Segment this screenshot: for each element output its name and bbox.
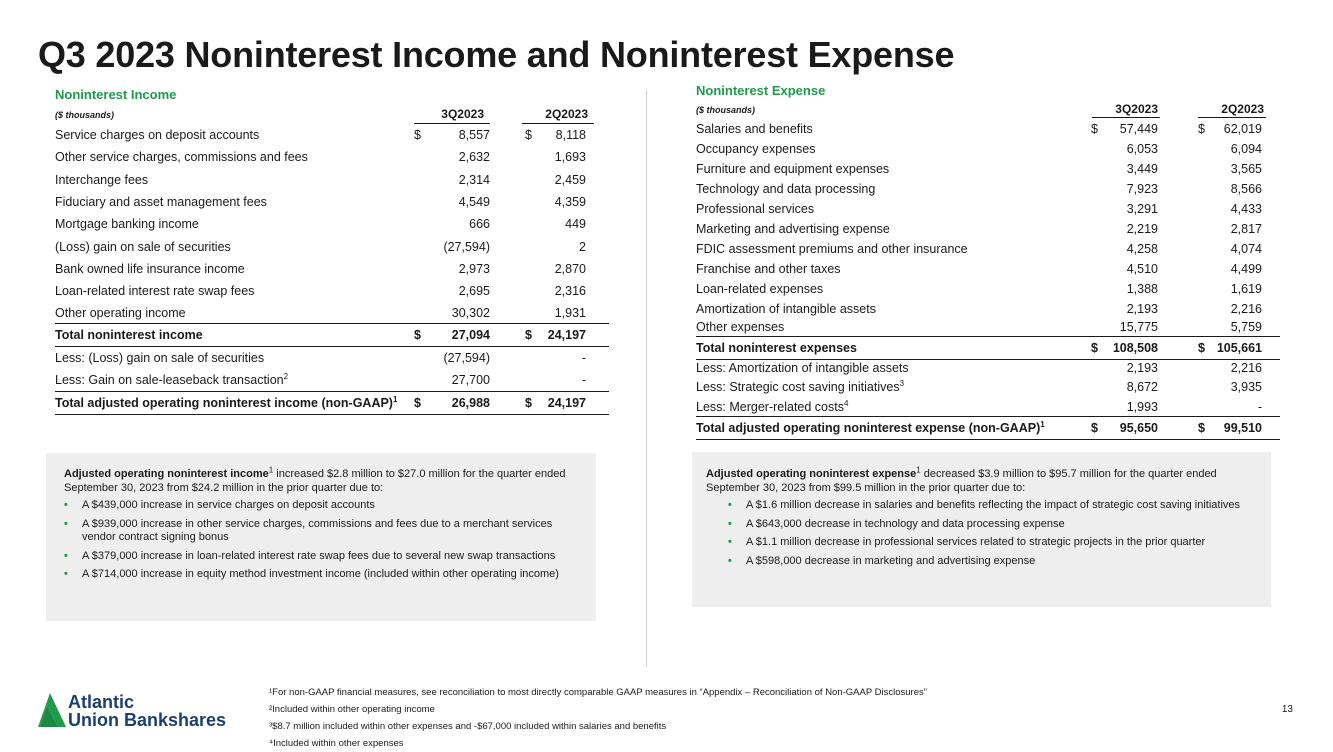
row-label: Other service charges, commissions and fees [55,150,308,164]
table-row [696,202,1264,217]
dollar-sign: $ [1198,122,1205,136]
value-2q2023: 2,216 [1230,302,1262,316]
bullet-icon: • [64,549,68,562]
value-3q2023: 4,549 [458,195,490,209]
expense-heading: Noninterest Expense [696,83,826,98]
value-2q2023: 1,619 [1230,282,1262,296]
bullet-item: • A $1.1 million decrease in professional services related to strategic projects in the prior quarter [728,536,1206,548]
value-2q2023: 4,433 [1230,202,1262,216]
income-col-3q2023: 3Q2023 [441,107,484,121]
footnote: ⁴Included within other expenses [269,738,404,749]
table-row [55,351,589,366]
bullet-item: • A $379,000 increase in loan-related interest rate swap fees due to several new swap transactions [64,549,556,562]
row-label: Total noninterest income [55,328,203,342]
company-logo [38,691,263,735]
bullet-icon: • [728,554,732,567]
table-row [696,282,1264,297]
dollar-sign: $ [1198,341,1205,355]
value-2q2023: 8,566 [1230,182,1262,196]
value-2q2023: 1,693 [554,150,586,164]
value-2q2023: - [581,373,586,387]
row-label: Salaries and benefits [696,122,813,136]
row-label: Loan-related interest rate swap fees [55,284,255,298]
table-row [696,380,1264,395]
table-row [696,222,1264,237]
row-label: Service charges on deposit accounts [55,128,260,142]
value-2q2023: 5,759 [1230,320,1262,334]
logo-line-2: Union Bankshares [68,710,227,730]
income-note-bold: Adjusted operating noninterest income [64,468,269,480]
bullet-item: • A $439,000 increase in service charges on deposit accounts [64,499,375,511]
value-3q2023: 8,557 [458,128,490,142]
row-label: Less: Strategic cost saving initiatives$^3$ [696,378,905,394]
value-3q2023: 2,973 [458,262,490,276]
column-divider [646,90,647,666]
table-row [696,182,1264,197]
row-label: Franchise and other taxes [696,262,841,276]
value-3q2023: 6,053 [1126,142,1158,156]
value-3q2023: 666 [469,217,490,231]
dollar-sign: $ [414,328,421,342]
value-3q2023: 2,695 [458,284,490,298]
value-3q2023: 27,700 [451,373,490,387]
value-2q2023: 105,661 [1216,341,1262,355]
income-units: ($ thousands) [55,110,115,120]
income-note-text: increased $2.8 million to $27.0 million for the quarter ended September 30, 2023 from $24.2 million in the prior quarter due to: [64,468,566,494]
row-label: Furniture and equipment expenses [696,162,890,176]
value-3q2023: 4,258 [1126,242,1158,256]
value-3q2023: 2,314 [458,173,490,187]
table-row [696,302,1264,317]
bullet-item: • A $714,000 increase in equity method investment income (included within other operating income) [64,568,559,580]
expense-units: ($ thousands) [696,105,756,115]
row-label: Occupancy expenses [696,142,816,156]
value-3q2023: 95,650 [1119,421,1158,435]
bullet-icon: • [64,517,68,530]
bullet-icon: • [64,499,68,511]
value-3q2023: 27,094 [451,328,490,342]
value-2q2023: 4,359 [554,195,586,209]
row-label: Professional services [696,202,815,216]
expense-col-2q2023: 2Q2023 [1221,102,1264,116]
footnote: ³$8.7 million included within other expenses and -$67,000 included within salaries and benefits [269,721,667,732]
value-2q2023: 3,565 [1230,162,1262,176]
expense-commentary-box [692,452,1271,607]
value-2q2023: 2,216 [1230,361,1262,375]
value-3q2023: (27,594) [443,351,490,365]
row-label: Technology and data processing [696,182,876,196]
table-row [55,150,589,165]
value-3q2023: 2,193 [1126,302,1158,316]
value-2q2023: 6,094 [1230,142,1262,156]
value-2q2023: 99,510 [1223,421,1262,435]
row-label: Total adjusted operating noninterest income (non-GAAP)$^1$ [55,394,398,410]
triangle-logo-icon [38,693,66,729]
bullet-item: • A $598,000 decrease in marketing and advertising expense [728,554,1036,567]
table-row [55,284,589,299]
income-col1-underline [414,123,490,124]
table-row [696,400,1264,415]
value-2q2023: 2,817 [1230,222,1262,236]
logo-line-1: Atlantic [68,692,135,712]
value-2q2023: 2,870 [554,262,586,276]
value-3q2023: 7,923 [1126,182,1158,196]
table-row [696,361,1264,376]
value-3q2023: 4,510 [1126,262,1158,276]
bullet-item: • A $939,000 increase in other service charges, commissions and fees due to a merchant services vendor contract signing bonus [64,517,553,543]
row-label: Less: Merger-related costs$^4$ [696,398,849,414]
value-3q2023: (27,594) [443,240,490,254]
income-bullet-list [64,499,578,582]
table-row [696,242,1264,257]
value-2q2023: 4,074 [1230,242,1262,256]
value-2q2023: 2 [579,240,586,254]
dollar-sign: $ [525,328,532,342]
row-label: Total adjusted operating noninterest expense (non-GAAP)$^1$ [696,419,1045,435]
value-3q2023: 26,988 [451,396,490,410]
table-row [55,262,589,277]
income-col2-underline [522,123,594,124]
table-total-row [55,328,589,343]
value-3q2023: 3,291 [1126,202,1158,216]
table-row [696,320,1264,335]
value-3q2023: 2,193 [1126,361,1158,375]
table-row [55,128,589,143]
row-label: Mortgage banking income [55,217,199,231]
value-2q2023: 4,499 [1230,262,1262,276]
table-total-row [55,396,589,411]
value-3q2023: 30,302 [451,306,490,320]
table-row [55,373,589,388]
row-label: Loan-related expenses [696,282,824,296]
value-3q2023: 8,672 [1126,380,1158,394]
value-2q2023: 449 [565,217,586,231]
row-label: Total noninterest expenses [696,341,857,355]
income-col-2q2023: 2Q2023 [545,107,588,121]
table-row [55,306,589,321]
value-3q2023: 1,388 [1126,282,1158,296]
dollar-sign: $ [525,396,532,410]
table-total-row [696,421,1264,436]
row-label: Marketing and advertising expense [696,222,890,236]
table-row [696,142,1264,157]
value-2q2023: 3,935 [1230,380,1262,394]
value-2q2023: 62,019 [1223,122,1262,136]
table-row [55,195,589,210]
bullet-icon: • [728,499,732,511]
income-commentary-box [46,453,596,621]
value-2q2023: - [1257,400,1262,414]
dollar-sign: $ [1091,421,1098,435]
value-3q2023: 1,993 [1126,400,1158,414]
expense-note-sup: 1 [916,465,921,475]
value-2q2023: 2,459 [554,173,586,187]
table-row [696,262,1264,277]
expense-note-text: decreased $3.9 million to $95.7 million for the quarter ended September 30, 2023 from $99.5 million in the prior quarter due to: [706,468,1217,494]
row-label: Other operating income [55,306,186,320]
row-label: Less: (Loss) gain on sale of securities [55,351,265,365]
bullet-icon: • [728,536,732,548]
row-label: Other expenses [696,320,785,334]
value-3q2023: 2,632 [458,150,490,164]
table-total-row [696,341,1264,356]
row-label: Less: Gain on sale-leaseback transaction$^2$ [55,371,289,387]
value-2q2023: 1,931 [554,306,586,320]
footnote: ²Included within other operating income [269,704,435,715]
dollar-sign: $ [525,128,532,142]
value-3q2023: 2,219 [1126,222,1158,236]
table-row [55,173,589,188]
table-row [55,217,589,232]
bullet-icon: • [728,517,732,530]
value-2q2023: 8,118 [555,128,586,142]
row-label: (Loss) gain on sale of securities [55,240,231,254]
value-2q2023: 24,197 [547,396,586,410]
value-3q2023: 3,449 [1126,162,1158,176]
expense-col1-underline [1092,117,1160,118]
row-label: Less: Amortization of intangible assets [696,361,909,375]
expense-note-bold: Adjusted operating noninterest expense [706,468,917,480]
dollar-sign: $ [414,396,421,410]
expense-bullet-list [706,499,1257,568]
value-2q2023: 2,316 [554,284,586,298]
row-label: Bank owned life insurance income [55,262,245,276]
income-heading: Noninterest Income [55,87,177,102]
page-title: Q3 2023 Noninterest Income and Noninterest Expense [38,34,955,75]
value-3q2023: 15,775 [1119,320,1158,334]
value-2q2023: 24,197 [547,328,586,342]
dollar-sign: $ [1091,341,1098,355]
bullet-item: • A $643,000 decrease in technology and data processing expense [728,517,1065,530]
expense-col-3q2023: 3Q2023 [1115,102,1158,116]
row-label: FDIC assessment premiums and other insurance [696,242,968,256]
dollar-sign: $ [414,128,421,142]
value-3q2023: 108,508 [1112,341,1158,355]
footnotes [269,684,927,752]
value-2q2023: - [581,351,586,365]
row-label: Fiduciary and asset management fees [55,195,267,209]
bullet-item: • A $1.6 million decrease in salaries and benefits reflecting the impact of strategic cost saving initiatives [728,499,1241,511]
page-number: 13 [1281,704,1293,715]
expense-col2-underline [1198,117,1266,118]
bullet-icon: • [64,568,68,580]
dollar-sign: $ [1091,122,1098,136]
value-3q2023: 57,449 [1119,122,1158,136]
table-row [696,162,1264,177]
row-label: Interchange fees [55,173,149,187]
footnote: ¹For non-GAAP financial measures, see reconciliation to most directly comparable GAAP measures in “Appendix – Reconciliation of Non-GAAP Disclosures” [269,687,927,698]
table-row [55,240,589,255]
dollar-sign: $ [1198,421,1205,435]
row-label: Amortization of intangible assets [696,302,876,316]
table-row [696,122,1264,137]
income-note-sup: 1 [268,465,274,475]
